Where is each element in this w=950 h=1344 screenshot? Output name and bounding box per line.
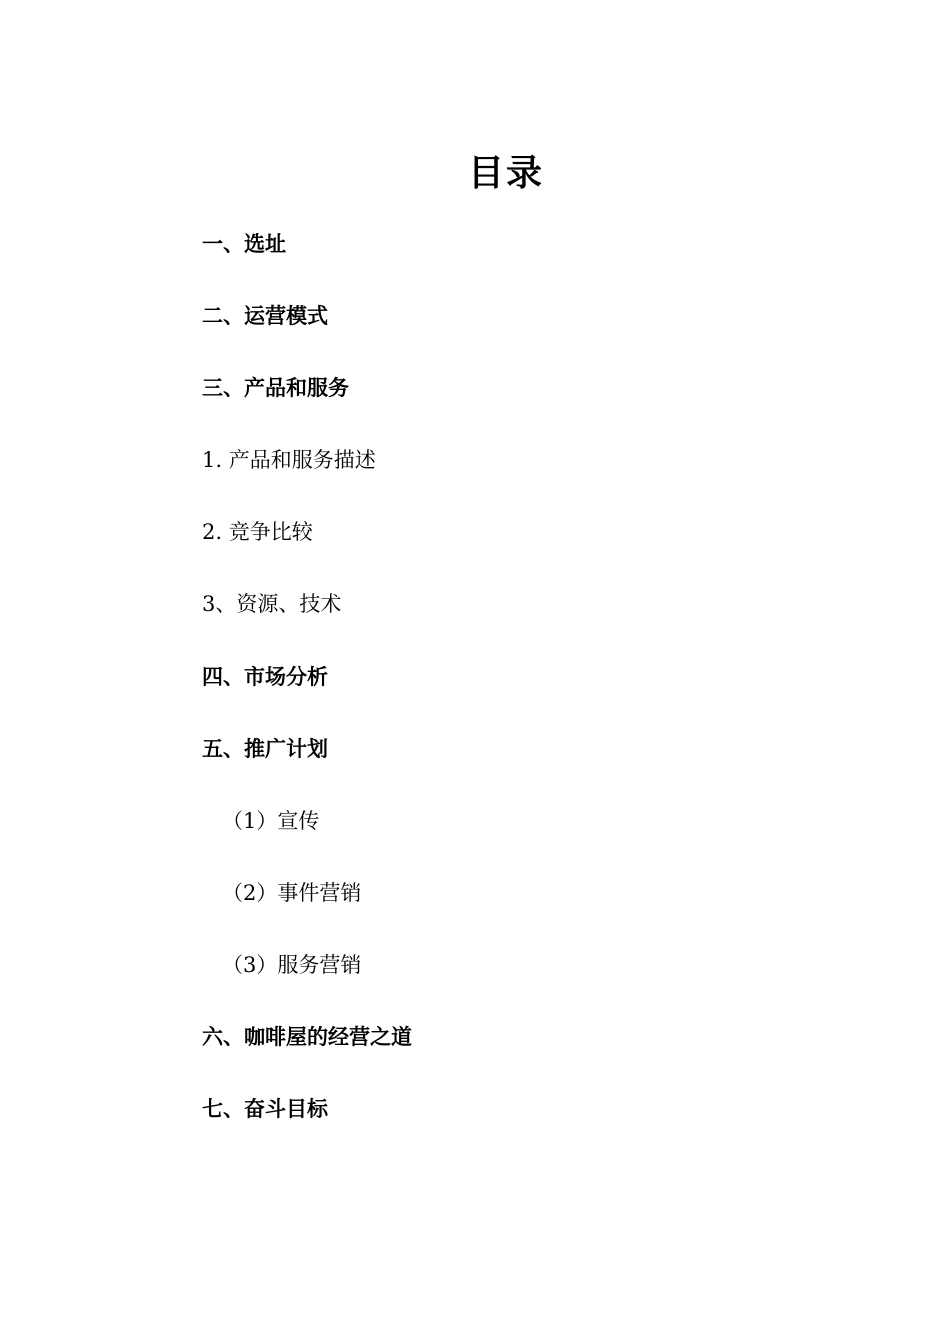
table-of-contents	[202, 226, 802, 1163]
toc-item-goals: 七、奋斗目标	[202, 1097, 328, 1122]
toc-subitem-event-marketing: （2）事件营销	[222, 880, 362, 905]
page-title: 目录	[467, 153, 544, 194]
toc-item-promotion-plan: 五、推广计划	[202, 736, 328, 761]
toc-item-market-analysis: 四、市场分析	[202, 664, 328, 689]
toc-subitem-publicity: （1）宣传	[222, 808, 320, 833]
toc-item-products-services: 三、产品和服务	[202, 376, 349, 401]
toc-subitem-product-description: 1. 产品和服务描述	[202, 448, 376, 473]
toc-item-operation-mode: 二、运营模式	[202, 304, 328, 329]
toc-item-business-way: 六、咖啡屋的经营之道	[202, 1025, 412, 1050]
toc-item-site-selection: 一、选址	[202, 232, 286, 256]
toc-subitem-service-marketing: （3）服务营销	[222, 952, 362, 977]
toc-subitem-competition: 2. 竞争比较	[202, 520, 313, 545]
toc-subitem-resources: 3、资源、技术	[202, 592, 342, 617]
